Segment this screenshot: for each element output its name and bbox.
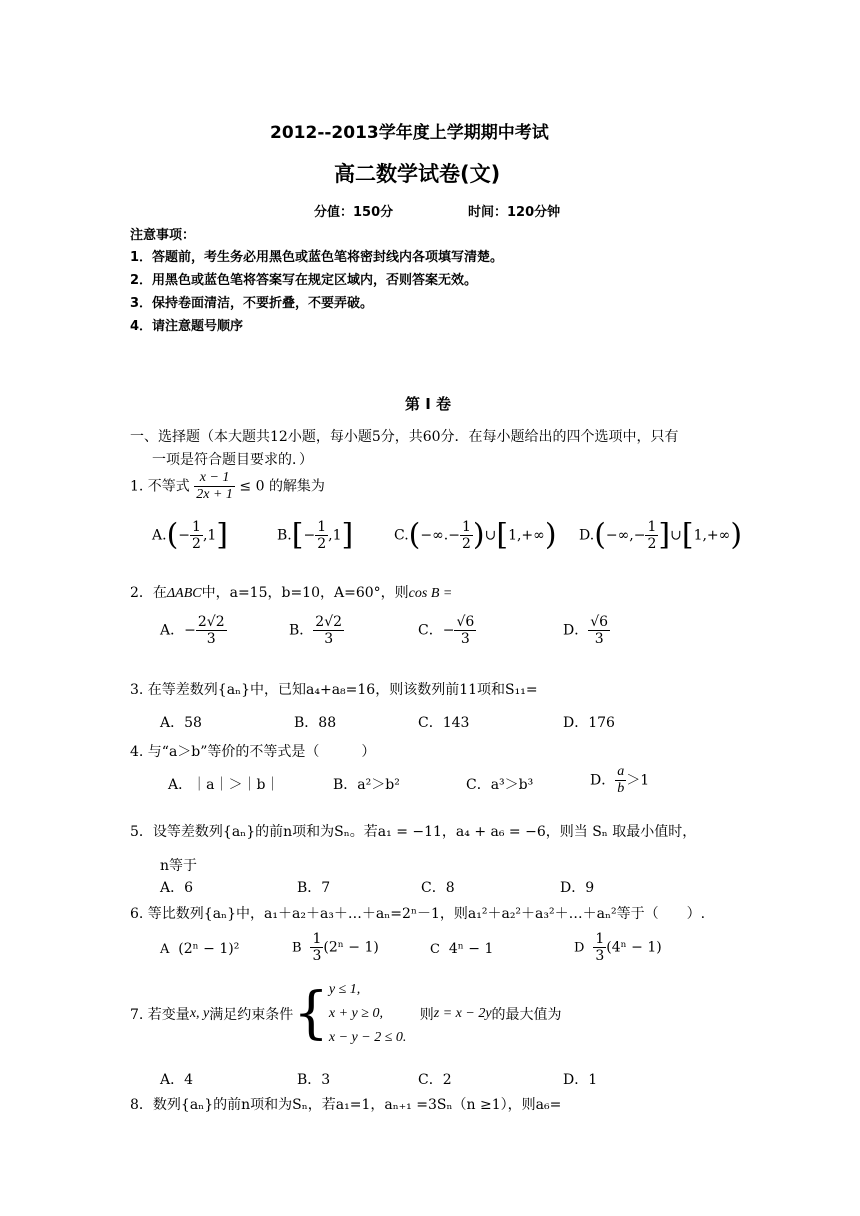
right-bracket: ] bbox=[341, 517, 354, 553]
section-line-2: 一项是符合题目要求的．） bbox=[152, 452, 313, 468]
constraint: y ≤ 1, bbox=[328, 982, 361, 997]
q1-option-a bbox=[152, 519, 228, 552]
q1-option-label: C. bbox=[394, 527, 409, 544]
q2-option-a bbox=[160, 614, 227, 647]
numerator: 1 bbox=[317, 519, 327, 535]
q7-option: D．1 bbox=[563, 1072, 598, 1088]
section-heading bbox=[130, 426, 679, 446]
q4-option: C．a³＞b³ bbox=[466, 777, 534, 793]
numerator: 1 bbox=[192, 519, 201, 535]
right-paren: ) bbox=[544, 517, 557, 553]
half-fraction bbox=[190, 519, 203, 552]
left-paren: ( bbox=[166, 517, 179, 553]
question-3-stem: 3. 在等差数列{aₙ}中，已知a₄+a₈=16，则该数列前11项和S₁₁= bbox=[130, 682, 538, 698]
denominator: 3 bbox=[313, 630, 344, 647]
q2-angle: 60° bbox=[355, 585, 381, 601]
numerator: 1 bbox=[595, 931, 605, 947]
q7-suffix: 的最大值为 bbox=[491, 1007, 562, 1023]
left-bracket: [ bbox=[496, 517, 509, 553]
numerator: 1 bbox=[647, 519, 657, 535]
right-bracket: ] bbox=[216, 517, 229, 553]
right-paren: ) bbox=[472, 517, 485, 553]
constraint: x + y ≥ 0, bbox=[328, 1006, 383, 1021]
question-8-stem: 8．数列{aₙ}的前n项和为Sₙ，若a₁=1，aₙ₊₁ =3Sₙ（n ≥1），则a₆= bbox=[130, 1097, 562, 1113]
q7-option: A．4 bbox=[160, 1072, 194, 1088]
q1-suffix: 的解集为 bbox=[268, 478, 325, 495]
q3-option: C．143 bbox=[418, 715, 470, 731]
denominator: 3 bbox=[588, 630, 610, 647]
q2-prefix: 2．在 bbox=[130, 585, 167, 601]
q1-denominator: 2x + 1 bbox=[196, 487, 233, 503]
option-left: −∞,− bbox=[605, 527, 646, 544]
q2-option-d bbox=[563, 614, 610, 647]
q6-option-value: (2ⁿ − 1)² bbox=[178, 941, 240, 957]
constraint: x − y − 2 ≤ 0. bbox=[328, 1030, 407, 1045]
q6-option-label: B bbox=[292, 940, 302, 956]
question-2-stem bbox=[130, 582, 452, 602]
denominator: 2 bbox=[647, 536, 657, 553]
volume-label: 第 I 卷 bbox=[405, 395, 452, 413]
question-1-stem bbox=[130, 470, 325, 503]
question-5-line-2: n等于 bbox=[160, 858, 198, 874]
q7-mid: 满足约束条件 bbox=[209, 1007, 294, 1023]
note-item: 4．请注意题号顺序 bbox=[130, 319, 244, 334]
q7-objective: z = x − 2y bbox=[433, 1006, 492, 1021]
q5-option: B．7 bbox=[297, 880, 331, 896]
denominator: 2 bbox=[317, 536, 327, 553]
q1-option-d bbox=[579, 519, 742, 552]
left-brace: { bbox=[293, 981, 329, 1046]
minus-sign: − bbox=[303, 527, 316, 544]
q3-option: A．58 bbox=[160, 715, 202, 731]
q6-option-b bbox=[292, 931, 379, 964]
left-paren: ( bbox=[594, 517, 606, 553]
q2-tail: ，则 bbox=[380, 585, 409, 601]
time-label: 时间：120分钟 bbox=[468, 205, 561, 220]
denominator: 3 bbox=[312, 948, 322, 965]
union-sign: ∪ bbox=[670, 527, 682, 544]
minus-sign: − bbox=[184, 622, 196, 639]
option-tail: ＞1 bbox=[626, 772, 650, 789]
q2-option-label: C． bbox=[418, 622, 443, 639]
option-fraction bbox=[588, 614, 610, 647]
right-paren: ) bbox=[730, 517, 743, 553]
q2-option-label: D． bbox=[563, 622, 589, 639]
q1-option-label: D. bbox=[579, 527, 595, 544]
q5-option: A．6 bbox=[160, 880, 194, 896]
q6-option-a bbox=[160, 941, 239, 957]
option-left: −∞.− bbox=[420, 527, 460, 544]
union-sign: ∪ bbox=[484, 527, 497, 544]
q5-option: D．9 bbox=[560, 880, 595, 896]
q1-fraction bbox=[194, 470, 235, 503]
q2-option-b bbox=[289, 614, 344, 647]
q3-option: D．176 bbox=[563, 715, 615, 731]
numerator: √6 bbox=[456, 614, 475, 630]
q6-option-c bbox=[430, 941, 493, 957]
half-fraction bbox=[645, 519, 658, 552]
q4-option-d bbox=[590, 764, 649, 797]
option-tail: ,1 bbox=[328, 527, 342, 544]
half-fraction bbox=[315, 519, 328, 552]
q7-then: 则 bbox=[419, 1007, 434, 1023]
denominator: 3 bbox=[196, 630, 227, 647]
minus-sign: − bbox=[178, 527, 191, 544]
note-item: 1．答题前，考生务必用黑色或蓝色笔将密封线内各项填写清楚。 bbox=[130, 250, 504, 265]
exam-title: 2012--2013学年度上学期期中考试 bbox=[270, 123, 549, 143]
denominator: b bbox=[617, 781, 625, 797]
q4-option-label: D． bbox=[590, 772, 616, 789]
q5-option: C．8 bbox=[421, 880, 455, 896]
q1-prefix: 1. 不等式 bbox=[130, 478, 190, 495]
subject-title: 高二数学试卷(文) bbox=[334, 162, 501, 186]
q1-relation: ≤ 0 bbox=[239, 478, 265, 495]
q1-option-b bbox=[277, 519, 353, 552]
question-6-stem: 6. 等比数列{aₙ}中，a₁＋a₂＋a₃＋…＋aₙ=2ⁿ－1，则a₁²＋a₂²＋a₃²＋…＋aₙ²等于（ ）. bbox=[130, 906, 706, 922]
ray-interval: 1,+∞ bbox=[508, 527, 545, 544]
numerator: √6 bbox=[590, 614, 609, 630]
denominator: 3 bbox=[454, 630, 476, 647]
q6-option-label: C bbox=[430, 942, 440, 957]
option-fraction bbox=[313, 614, 344, 647]
denominator: 2 bbox=[461, 536, 471, 553]
numerator: 1 bbox=[461, 519, 471, 535]
question-5-stem: 5．设等差数列{aₙ}的前n项和为Sₙ。若a₁ = −11，a₄ + a₆ = −6，则当 Sₙ 取最小值时， bbox=[130, 824, 697, 840]
q2-triangle: ΔABC bbox=[166, 586, 202, 601]
numerator: 2√2 bbox=[315, 614, 343, 630]
q6-option-label: D bbox=[574, 940, 585, 956]
q2-option-c bbox=[418, 614, 476, 647]
question-4-stem: 4. 与“a＞b”等价的不等式是（ ） bbox=[130, 744, 376, 760]
q6-option-value: (4ⁿ − 1) bbox=[606, 939, 662, 956]
denominator: 2 bbox=[192, 536, 201, 553]
q6-option-value: 4ⁿ − 1 bbox=[448, 941, 494, 957]
section-line: 一、选择题（本大题共12小题，每小题5分，共60分．在每小题给出的四个选项中，只有 bbox=[130, 429, 679, 445]
ray-interval: 1,+∞ bbox=[693, 527, 731, 544]
question-7-stem bbox=[130, 978, 562, 1050]
q2-option-label: A． bbox=[160, 622, 185, 639]
notes-heading: 注意事项： bbox=[130, 228, 196, 243]
q1-option-label: A. bbox=[152, 527, 167, 544]
q4-option: B．a²＞b² bbox=[333, 777, 400, 793]
q7-option: B．3 bbox=[297, 1072, 331, 1088]
one-third-fraction bbox=[593, 931, 606, 964]
q2-rest: 中，a=15，b=10，A= bbox=[201, 585, 356, 601]
left-bracket: [ bbox=[291, 517, 304, 553]
q2-cos: cos B = bbox=[408, 586, 453, 601]
option-fraction bbox=[615, 764, 626, 797]
q7-option: C．2 bbox=[418, 1072, 452, 1088]
one-third-fraction bbox=[310, 931, 323, 964]
q2-option-label: B． bbox=[289, 622, 314, 639]
note-item: 3．保持卷面清洁，不要折叠，不要弄破。 bbox=[130, 296, 374, 311]
numerator: 2√2 bbox=[197, 614, 225, 630]
q7-prefix: 7. 若变量 bbox=[130, 1007, 190, 1023]
score-label: 分值：150分 bbox=[314, 205, 394, 220]
q7-vars: x, y bbox=[189, 1006, 210, 1021]
q1-option-label: B. bbox=[277, 527, 292, 544]
denominator: 3 bbox=[595, 948, 605, 965]
q6-option-label: A bbox=[160, 942, 170, 957]
q1-numerator: x − 1 bbox=[199, 470, 230, 485]
option-fraction bbox=[196, 614, 227, 647]
numerator: a bbox=[617, 764, 625, 779]
option-tail: ,1 bbox=[202, 527, 217, 544]
numerator: 1 bbox=[312, 931, 322, 947]
half-fraction bbox=[460, 519, 473, 552]
option-fraction bbox=[454, 614, 476, 647]
minus-sign: − bbox=[442, 622, 455, 639]
q6-option-d bbox=[574, 931, 662, 964]
note-item: 2．用黑色或蓝色笔将答案写在规定区域内，否则答案无效。 bbox=[130, 273, 478, 288]
left-paren: ( bbox=[408, 517, 421, 553]
constraint-system bbox=[329, 978, 407, 1050]
q4-option: A．｜a｜＞｜b｜ bbox=[168, 777, 280, 793]
left-bracket: [ bbox=[681, 517, 694, 553]
q6-option-value: (2ⁿ − 1) bbox=[323, 939, 379, 956]
q1-option-c bbox=[394, 519, 557, 552]
right-bracket: ] bbox=[658, 517, 671, 553]
q3-option: B．88 bbox=[294, 715, 337, 731]
